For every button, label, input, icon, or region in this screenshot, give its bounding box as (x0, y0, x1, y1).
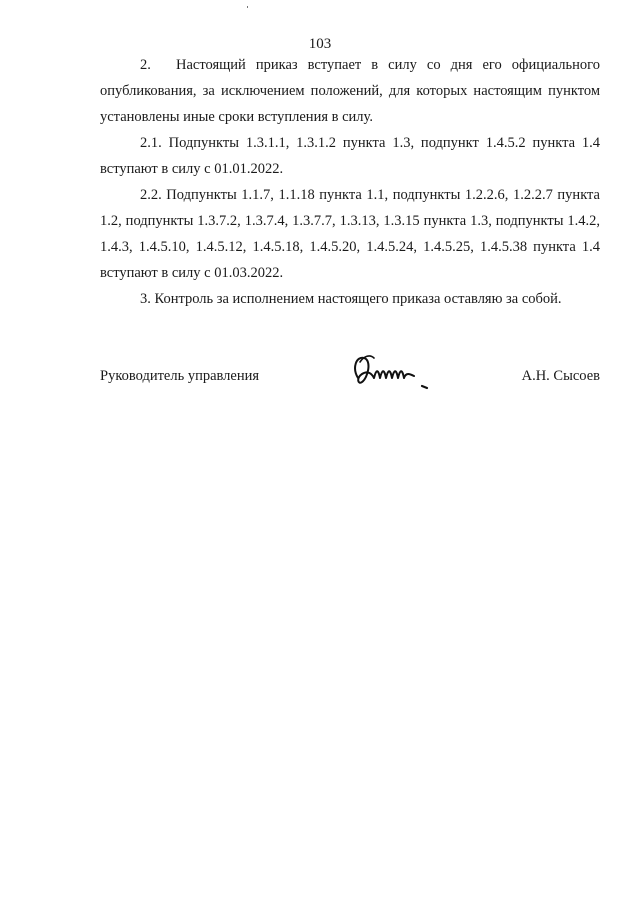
signatory-name: А.Н. Сысоев (521, 368, 600, 384)
paragraph-2-2: 2.2. Подпункты 1.1.7, 1.1.18 пункта 1.1, подпункты 1.2.2.6, 1.2.2.7 пункта 1.2, подпункты 1.3.7.2, 1.3.7.4, 1.3.7.7, 1.3.13, 1.3.15 пункта 1.3, подпункты 1.4.2, 1.4.3, 1.4.5.10, 1.4.5.12, 1.4.5.18, 1.4.5.20, 1.4.5.24, 1.4.5.25, 1.4.5.38 пункта 1.4 вступают в силу с 01.03.2022. (100, 187, 600, 281)
page-number: 103 (308, 36, 332, 52)
paragraph-2-text: Настоящий приказ вступает в силу со дня его официального опубликования, за исключением положений, для которых настоящим пунктом установлены иные сроки вступления в силу. (100, 57, 600, 125)
paragraph-2 (100, 52, 600, 130)
paragraph-3: 3. Контроль за исполнением настоящего приказа оставляю за собой. (140, 291, 562, 307)
signature-block (100, 362, 600, 396)
paragraph-2-number: 2. (140, 57, 151, 73)
handwritten-signature (348, 348, 438, 394)
paragraph-2-1: 2.1. Подпункты 1.3.1.1, 1.3.1.2 пункта 1.3, подпункт 1.4.5.2 пункта 1.4 вступают в силу с 01.01.2022. (100, 135, 600, 177)
signatory-position: Руководитель управления (100, 368, 260, 384)
scan-speck (247, 6, 248, 8)
